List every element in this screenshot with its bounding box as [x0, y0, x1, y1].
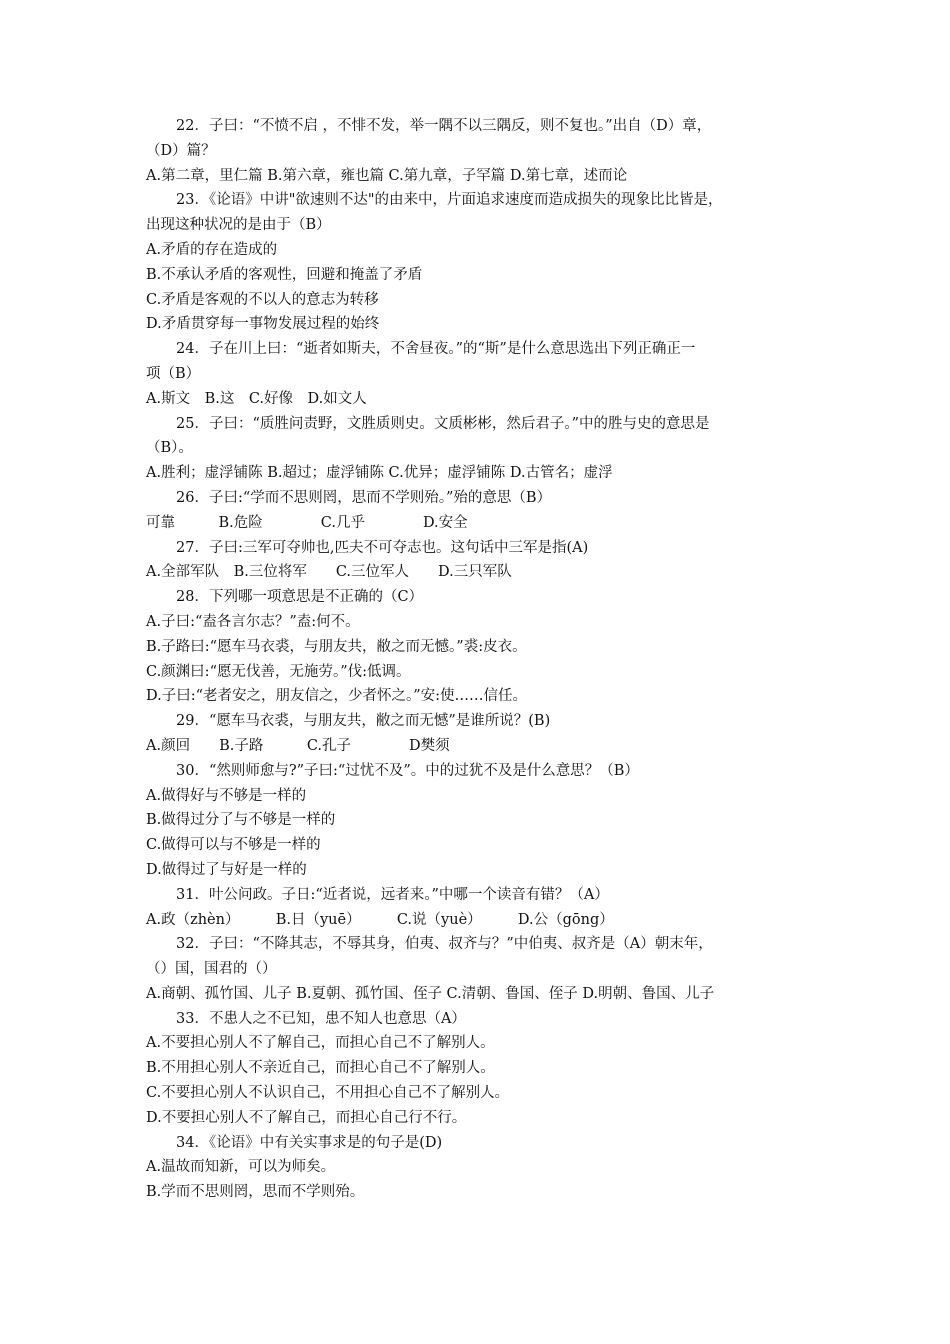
question-line: 33．不患人之不已知，患不知人也意思（A）: [176, 1010, 466, 1027]
question-line: 27．子曰:三军可夺帅也,匹夫不可夺志也。这句话中三军是指(A): [176, 539, 589, 556]
text-line: D.矛盾贯穿每一事物发展过程的始终: [146, 316, 380, 333]
text-line: C.做得可以与不够是一样的: [146, 837, 321, 854]
text-line: C.颜渊曰:“愿无伐善，无施劳。”伐:低调。: [146, 663, 411, 680]
document-page: [146, 114, 810, 1205]
question-line: 30．“然则师愈与?”子曰:“过忧不及”。中的过犹不及是什么意思？（B）: [176, 762, 639, 779]
question-line: 29．“愿车马衣裘，与朋友共，敝之而无憾”是谁所说？(B): [176, 713, 551, 730]
text-line: C.矛盾是客观的不以人的意志为转移: [146, 291, 379, 308]
question-line: 26．子曰:“学而不思则罔，思而不学则殆。”殆的意思（B）: [176, 489, 552, 506]
question-line: 23．《论语》中讲"欲速则不达"的由来中，片面追求速度而造成损失的现象比比皆是，: [176, 192, 723, 209]
text-line: C.不要担心别人不认识自己，不用担心自己不了解别人。: [146, 1085, 510, 1102]
text-line: 出现这种状况的是由于（B）: [146, 217, 331, 234]
text-line: B.做得过分了与不够是一样的: [146, 812, 336, 829]
text-line: A.第二章，里仁篇 B.第六章，雍也篇 C.第九章，子罕篇 D.第七章，述而论: [146, 167, 628, 184]
text-line: A.全部军队 B.三位将军 C.三位军人 D.三只军队: [146, 564, 512, 581]
question-line: 28．下列哪一项意思是不正确的（C）: [176, 589, 424, 606]
text-line: A.矛盾的存在造成的: [146, 241, 278, 258]
text-line: （）国，国君的（）: [146, 961, 277, 978]
text-line: 项（B）: [146, 365, 201, 382]
text-line: A.政（zhèn） B.日（yuē） C.说（yuè） D.公（gōng）: [146, 911, 614, 928]
text-line: A.子曰:“盍各言尔志？”盍:何不。: [146, 613, 360, 630]
text-line: B.学而不思则罔，思而不学则殆。: [146, 1184, 365, 1201]
text-line: B.不用担心别人不亲近自己，而担心自己不了解别人。: [146, 1060, 495, 1077]
text-line: B.不承认矛盾的客观性，回避和掩盖了矛盾: [146, 266, 423, 283]
text-line: A.商朝、孤竹国、儿子 B.夏朝、孤竹国、侄子 C.清朝、鲁国、侄子 D.明朝、鲁国、儿子: [146, 985, 715, 1002]
text-line: 可靠 B.危险 C.几乎 D.安全: [146, 514, 468, 531]
text-line: A.做得好与不够是一样的: [146, 787, 307, 804]
question-line: 31．叶公问政。子日:“近者说，远者来。”中哪一个读音有错？（A）: [176, 886, 609, 903]
question-line: 25．子曰：“质胜问责野，文胜质则史。文质彬彬，然后君子。”中的胜与史的意思是: [176, 415, 710, 432]
text-line: A.胜利；虚浮铺陈 B.超过；虚浮铺陈 C.优异；虚浮铺陈 D.古管名；虚浮: [146, 465, 613, 482]
question-line: 32．子曰：“不降其志，不辱其身，伯夷、叔齐与？”中伯夷、叔齐是（A）朝末年，: [176, 936, 713, 953]
text-line: A.温故而知新，可以为师矣。: [146, 1159, 336, 1176]
text-line: D.不要担心别人不了解自己，而担心自己行不行。: [146, 1109, 467, 1126]
question-line: 34．《论语》中有关实事求是的句子是(D): [176, 1134, 443, 1151]
question-line: 24．子在川上曰：“逝者如斯夫，不舍昼夜。”的“斯”是什么意思选出下列正确正一: [176, 341, 696, 358]
text-line: A.不要担心别人不了解自己，而担心自己不了解别人。: [146, 1035, 495, 1052]
text-line: （D）篇？: [146, 142, 216, 159]
text-line: （B）。: [146, 440, 193, 457]
text-line: A.斯文 B.这 C.好像 D.如文人: [146, 390, 367, 407]
text-line: D.子曰:“老者安之，朋友信之，少者怀之。”安:使……信任。: [146, 688, 528, 705]
text-line: D.做得过了与好是一样的: [146, 861, 307, 878]
text-line: B.子路曰:“愿车马衣裘，与朋友共，敝之而无憾。”裘:皮衣。: [146, 638, 527, 655]
question-line: 22．子曰：“不愤不启 ，不悱不发，举一隅不以三隅反，则不复也。”出自（D）章，: [176, 118, 712, 134]
text-line: A.颜回 B.子路 C.孔子 D樊须: [146, 737, 450, 754]
